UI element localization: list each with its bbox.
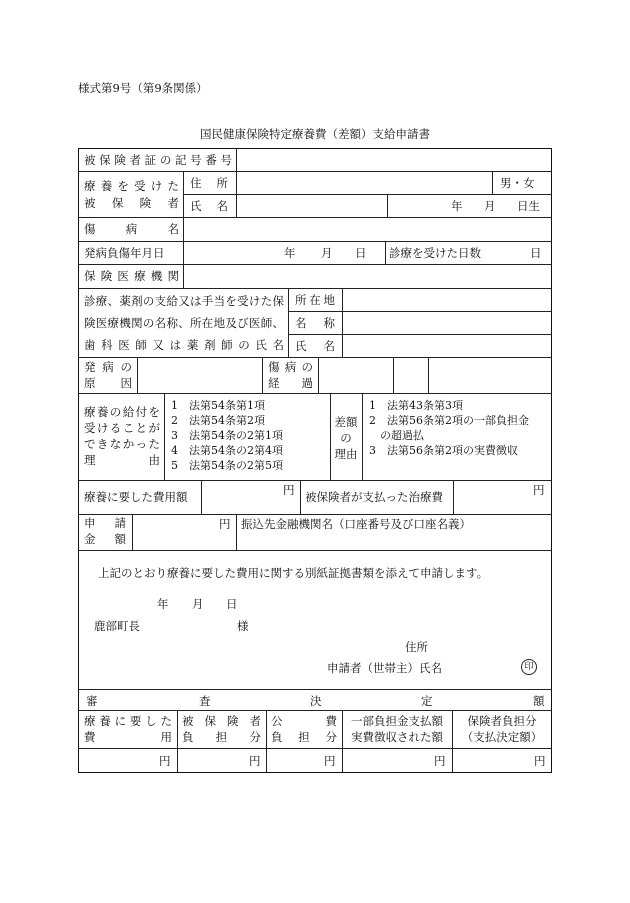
diff-reason-label-line1: 差額	[334, 415, 358, 429]
review-col5-line1: 保険者負担分	[467, 714, 537, 728]
reason-item-1: 1 法第54条第1項	[171, 399, 265, 412]
cause-label-line2: 原因	[84, 376, 132, 390]
onset-date-label: 発病負傷年月日	[84, 246, 165, 260]
cause-label-line1: 発病の	[84, 360, 132, 374]
review-col3-line1: 公費	[271, 714, 337, 728]
review-header-5: 額	[533, 694, 545, 708]
review-col2-line2: 負担分	[182, 730, 261, 744]
applicant-name-label: 申請者（世帯主）氏名	[327, 661, 442, 675]
reason-label-line4: 理由	[84, 453, 160, 467]
reason-label-line2: 受けることが	[84, 421, 160, 435]
birth-day-unit: 日生	[517, 199, 540, 213]
birth-year-unit: 年	[451, 199, 463, 213]
onset-day-unit: 日	[355, 246, 367, 260]
cost-yen: 円	[283, 483, 295, 497]
declaration-day-unit: 日	[226, 597, 238, 611]
addressee: 鹿部町長	[94, 619, 140, 633]
paid-label: 被保険者が支払った治療費	[305, 490, 443, 504]
review-col1-line2: 費用	[84, 730, 172, 744]
seal-mark: 印	[521, 659, 537, 675]
review-col2-line1: 被保険者	[182, 714, 261, 728]
review-col1-line1: 療養に要した	[84, 714, 172, 728]
diff-reason-item-3: 3 法第56条第2項の実費徴収	[369, 444, 518, 457]
onset-year-unit: 年	[284, 246, 296, 260]
claim-yen: 円	[219, 517, 231, 531]
birth-month-unit: 月	[484, 199, 496, 213]
declaration-year-unit: 年	[157, 597, 169, 611]
addressee-honorific: 様	[237, 619, 249, 633]
review-col5-line2: （支払決定額）	[461, 730, 543, 744]
diff-reason-label-line3: 理由	[334, 447, 358, 461]
review-col3-line2: 負担分	[271, 730, 337, 744]
review-yen-4: 円	[434, 754, 446, 768]
cost-label: 療養に要した費用額	[84, 490, 188, 504]
disease-name-label: 傷病名	[84, 222, 179, 236]
review-header-2: 査	[199, 694, 211, 708]
diff-reason-item-1: 1 法第43条第3項	[369, 399, 463, 412]
treatment-days-label: 診療を受けた日数	[389, 246, 481, 260]
review-yen-2: 円	[249, 754, 261, 768]
claim-label-line1: 申請	[84, 516, 126, 530]
diff-reason-label-line2: の	[340, 431, 352, 445]
review-col4-line1: 一部負担金支払額	[351, 714, 443, 728]
review-yen-1: 円	[159, 754, 171, 768]
patient-label-line1: 療養を受けた	[84, 179, 179, 193]
reason-item-4: 4 法第54条の2第4項	[171, 444, 283, 457]
review-header-3: 決	[310, 694, 322, 708]
progress-label-line2: 経過	[268, 376, 313, 390]
patient-label-line2: 被保険者	[84, 196, 179, 210]
insurance-institution-label: 保険医療機関	[84, 269, 179, 283]
diff-reason-item-2-cont: の超過払	[369, 429, 424, 442]
provider-label-line3: 歯科医師又は薬剤師の氏名	[84, 338, 284, 352]
declaration-text: 上記のとおり療養に要した費用に関する別紙証拠書類を添えて申請します。	[98, 566, 489, 580]
progress-label-line1: 傷病の	[268, 360, 313, 374]
provider-person-label: 氏名	[295, 339, 335, 353]
insured-card-number-label: 被保険者証の記号番号	[84, 153, 232, 167]
address-label: 住所	[190, 176, 228, 190]
reason-label-line3: できなかった	[84, 437, 160, 451]
review-header-1: 審	[86, 694, 98, 708]
declaration-month-unit: 月	[192, 597, 204, 611]
treatment-days-unit: 日	[530, 246, 542, 260]
reason-item-3: 3 法第54条の2第1項	[171, 429, 283, 442]
reason-label-line1: 療養の給付を	[84, 405, 160, 419]
provider-label-line2: 険医療機関の名称、所在地及び医師、	[84, 316, 284, 330]
reason-item-2: 2 法第54条第2項	[171, 414, 265, 427]
claim-label-line2: 金額	[84, 532, 126, 546]
paid-yen: 円	[533, 483, 545, 497]
provider-name-label: 名称	[295, 316, 335, 330]
diff-reason-item-2: 2 法第56条第2項の一部負担金	[369, 414, 529, 427]
provider-location-label: 所在地	[295, 293, 335, 307]
review-header-4: 定	[421, 694, 433, 708]
provider-label-line1: 診療、薬剤の支給又は手当を受けた保	[84, 294, 284, 308]
onset-month-unit: 月	[321, 246, 333, 260]
bank-label: 振込先金融機関名（口座番号及び口座名義）	[241, 517, 471, 531]
page-title: 国民健康保険特定療養費（差額）支給申請書	[200, 127, 430, 141]
reason-item-5: 5 法第54条の2第5項	[171, 459, 283, 472]
review-col4-line2: 実費徴収された額	[351, 730, 443, 744]
review-yen-5: 円	[534, 754, 546, 768]
form-code: 様式第9号（第9条関係）	[78, 81, 208, 95]
review-yen-3: 円	[324, 754, 336, 768]
gender-options: 男・女	[500, 176, 535, 190]
applicant-address-label: 住所	[405, 640, 428, 654]
name-label: 氏名	[190, 199, 228, 213]
